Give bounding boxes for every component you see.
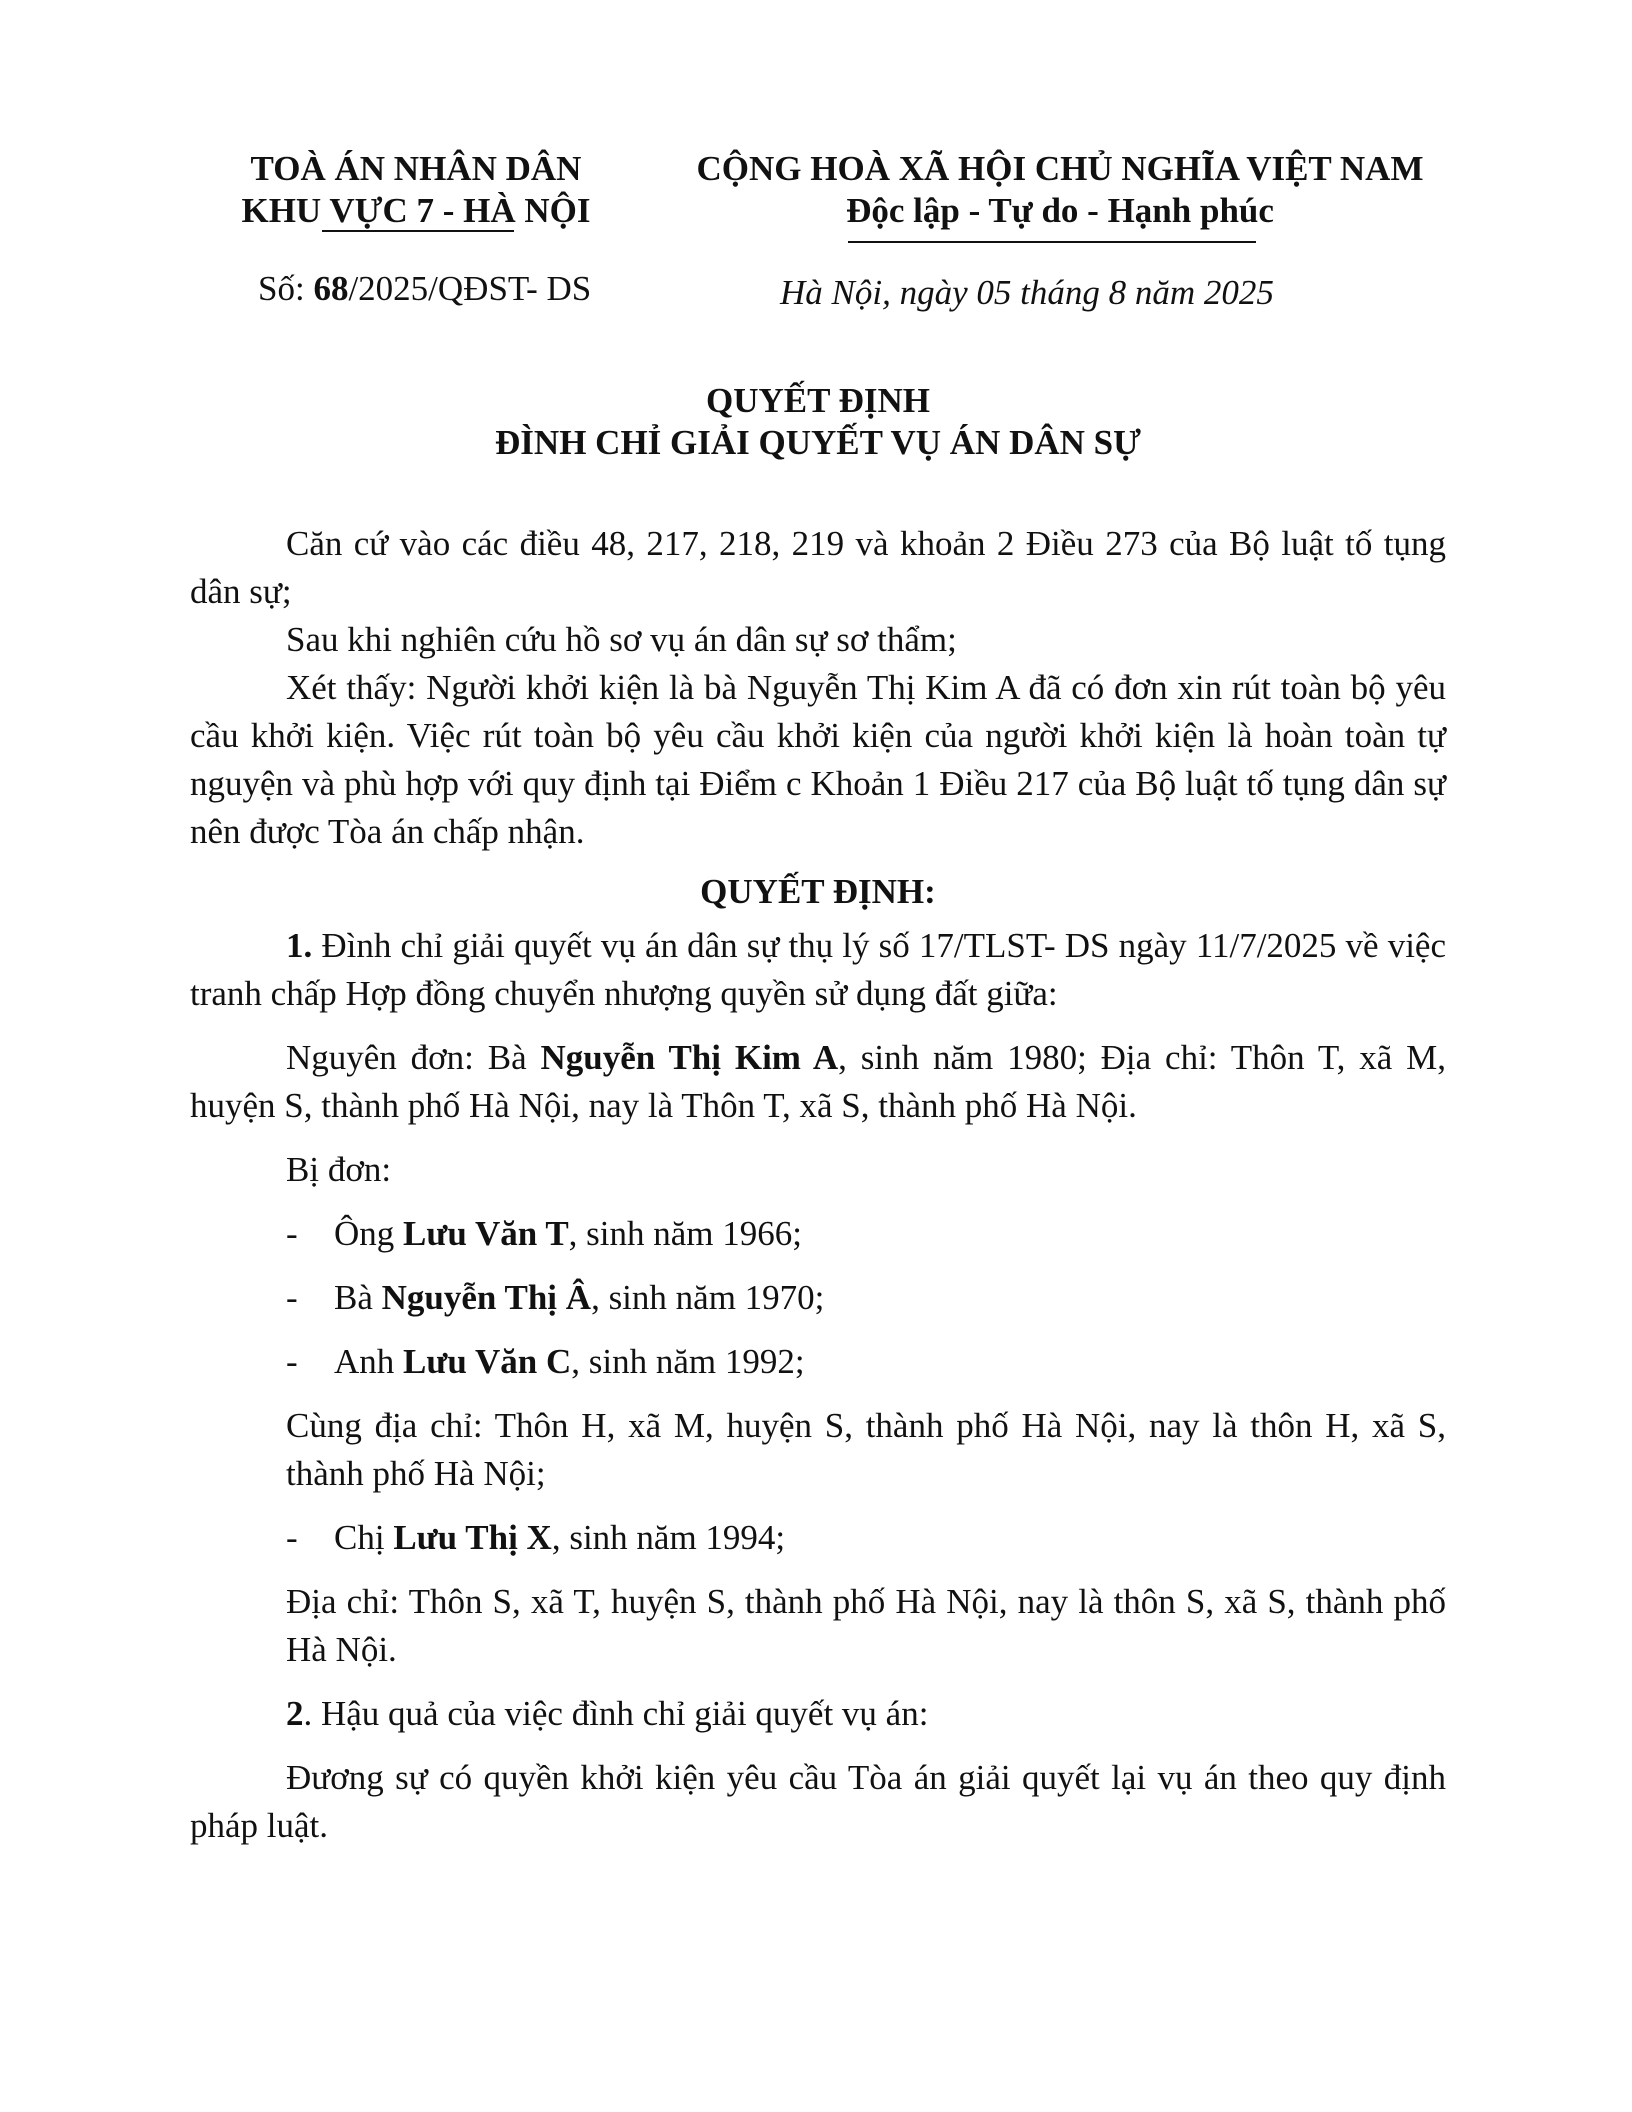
decision-item-2: 2. Hậu quả của việc đình chỉ giải quyết vụ án: <box>286 1694 929 1733</box>
title-line-1: QUYẾT ĐỊNH <box>706 381 930 420</box>
document-number: Số: 68/2025/QĐST- DS <box>258 269 592 308</box>
court-name: TOÀ ÁN NHÂN DÂN <box>250 149 582 188</box>
decision-item-1: 1. Đình chỉ giải quyết vụ án dân sự thụ lý số 17/TLST- DS ngày 11/7/2025 về việc tranh chấp Hợp đồng chuyển nhượng quyền sử dụng đất giữa: <box>190 926 1446 1013</box>
defendant-address: Địa chỉ: Thôn S, xã T, huyện S, thành phố Hà Nội, nay là thôn S, xã S, thành phố Hà Nội. <box>286 1582 1446 1669</box>
national-motto: Độc lập - Tự do - Hạnh phúc <box>846 191 1274 230</box>
title-line-2: ĐÌNH CHỈ GIẢI QUYẾT VỤ ÁN DÂN SỰ <box>495 423 1141 462</box>
defendant-label: Bị đơn: <box>286 1150 392 1189</box>
plaintiff: Nguyên đơn: Bà Nguyễn Thị Kim A, sinh năm 1980; Địa chỉ: Thôn T, xã M, huyện S, thành phố Hà Nội, nay là Thôn T, xã S, thành phố Hà Nội. <box>190 1038 1446 1125</box>
document-title <box>190 380 1446 464</box>
document-body <box>190 520 1446 1850</box>
national-header <box>640 148 1480 232</box>
decision-heading: QUYẾT ĐỊNH: <box>700 872 936 911</box>
court-header <box>196 148 636 232</box>
court-district: KHU VỰC 7 - HÀ NỘI <box>241 191 591 230</box>
consequence: Đương sự có quyền khởi kiện yêu cầu Tòa án giải quyết lại vụ án theo quy định pháp luật. <box>190 1758 1446 1845</box>
national-name: CỘNG HOÀ XÃ HỘI CHỦ NGHĨA VIỆT NAM <box>696 149 1424 188</box>
court-underline <box>322 230 514 232</box>
motto-underline <box>848 241 1256 243</box>
research-note: Sau khi nghiên cứu hồ sơ vụ án dân sự sơ thẩm; <box>286 620 957 659</box>
legal-basis: Căn cứ vào các điều 48, 217, 218, 219 và khoản 2 Điều 273 của Bộ luật tố tụng dân sự; <box>190 524 1446 611</box>
defendant-item: - Ông Lưu Văn T, sinh năm 1966; <box>286 1214 802 1253</box>
common-address: Cùng địa chỉ: Thôn H, xã M, huyện S, thành phố Hà Nội, nay là thôn H, xã S, thành phố Hà Nội; <box>286 1406 1446 1493</box>
consideration: Xét thấy: Người khởi kiện là bà Nguyễn Thị Kim A đã có đơn xin rút toàn bộ yêu cầu khởi kiện. Việc rút toàn bộ yêu cầu khởi kiện của người khởi kiện là hoàn toàn tự nguyện và phù hợp với quy định tại Điểm c Khoản 1 Điều 217 của Bộ luật tố tụng dân sự nên được Tòa án chấp nhận. <box>190 668 1446 851</box>
defendant-item: - Chị Lưu Thị X, sinh năm 1994; <box>286 1518 786 1557</box>
defendant-item: - Anh Lưu Văn C, sinh năm 1992; <box>286 1342 805 1381</box>
defendant-item: - Bà Nguyễn Thị Â, sinh năm 1970; <box>286 1278 825 1317</box>
document-date: Hà Nội, ngày 05 tháng 8 năm 2025 <box>780 273 1274 312</box>
